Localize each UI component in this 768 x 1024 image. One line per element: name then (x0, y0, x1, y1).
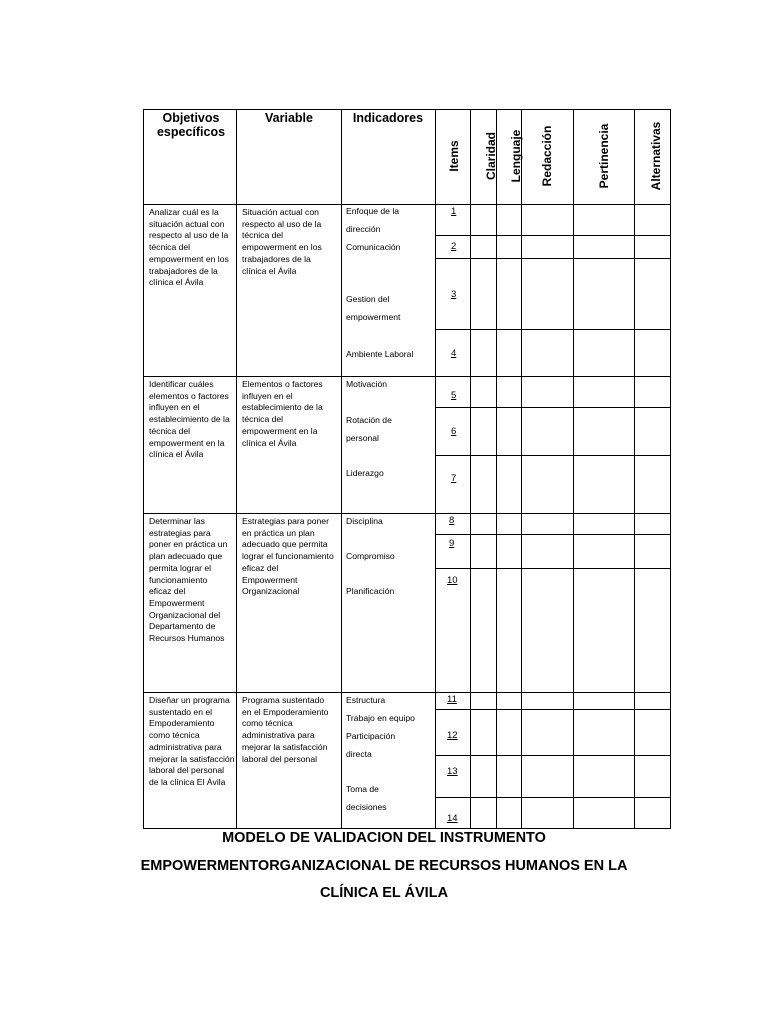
header-objetivos: Objetivos específicos (156, 111, 226, 139)
header-pertinencia: Pertinencia (597, 123, 611, 189)
indicador-text: Motivación (346, 379, 388, 389)
item-number: 8 (449, 515, 455, 526)
item-number: 3 (451, 289, 457, 300)
caption-line-3: CLÍNICA EL ÁVILA (319, 885, 449, 901)
col-divider (573, 109, 574, 829)
col-divider (634, 109, 635, 829)
item-number: 11 (447, 694, 457, 705)
indicador-text: Trabajo en equipo (346, 713, 415, 723)
indicador-text: Participación directa (346, 731, 396, 759)
col-divider (341, 109, 342, 829)
item-number: 4 (451, 348, 457, 359)
objetivo-cell: Diseñar un programa sustentado en el Empoderamiento como técnica administrativa para mejorar la satisfacción laboral del personal de la clínica El Ávila (149, 695, 235, 787)
item-number: 7 (451, 473, 457, 484)
item-number: 14 (447, 813, 458, 824)
header-indicadores: Indicadores (352, 111, 424, 125)
item-row-divider (435, 235, 671, 236)
variable-cell: Programa sustentado en el Empoderamiento como técnica administrativa para mejorar la satisfacción laboral del personal (242, 695, 329, 764)
col-divider (496, 109, 497, 829)
objetivo-cell: Analizar cuál es la situación actual con respecto al uso de la técnica del empowerment en los trabajadores de la clínica el Ávila (149, 207, 229, 288)
header-variable: Variable (265, 111, 313, 125)
item-number: 2 (451, 241, 457, 252)
table-border-left (143, 109, 144, 829)
item-number: 1 (451, 206, 457, 217)
variable-cell: Estrategias para poner en práctica un plan adecuado que permita lograr el funcionamiento eficaz del Empowerment Organizacional (242, 516, 334, 597)
item-number: 6 (451, 426, 457, 437)
caption-line-2: EMPOWERMENTORGANIZACIONAL DE RECURSOS HUMANOS EN LA (140, 858, 628, 874)
indicador-text: Planificación (346, 586, 395, 596)
objetivo-cell: Identificar cuáles elementos o factores influyen en el establecimiento de la técnica del empowerment en la clínica el Ávila (149, 379, 230, 460)
col-divider (435, 109, 436, 829)
table-border-bottom (143, 828, 671, 829)
header-alternativas: Alternativas (649, 121, 663, 191)
header-claridad: Claridad (484, 131, 498, 181)
table-border-top (143, 109, 671, 110)
item-row-divider (435, 568, 671, 569)
item-row-divider (435, 797, 671, 798)
indicador-text: Estructura (346, 695, 386, 705)
header-items: Items (447, 140, 461, 172)
col-divider (521, 109, 522, 829)
indicador-text: Toma de decisiones (346, 784, 387, 812)
item-number: 5 (451, 390, 457, 401)
col-divider (236, 109, 237, 829)
table-border-right (670, 109, 671, 829)
indicador-text: Disciplina (346, 516, 383, 526)
item-number: 12 (447, 730, 458, 741)
variable-cell: Elementos o factores influyen en el establecimiento de la técnica del empowerment en la clínica el Ávila (242, 379, 323, 448)
item-row-divider (435, 709, 671, 710)
item-row-divider (435, 407, 671, 408)
item-number: 13 (447, 766, 458, 777)
col-divider (470, 109, 471, 829)
variable-cell: Situación actual con respecto al uso de la técnica del empowerment en los trabajadores de la clínica el Ávila (242, 207, 322, 276)
indicador-text: Comunicación (346, 242, 401, 252)
indicador-text: Rotación de personal (346, 415, 392, 443)
item-row-divider (435, 329, 671, 330)
item-row-divider (435, 455, 671, 456)
item-number: 9 (449, 538, 455, 549)
indicador-text: Compromiso (346, 551, 395, 561)
item-number: 10 (447, 575, 458, 586)
indicador-text: Liderazgo (346, 468, 384, 478)
item-row-divider (435, 258, 671, 259)
indicador-text: Enfoque de la dirección (346, 206, 400, 234)
item-row-divider (435, 755, 671, 756)
item-row-divider (435, 534, 671, 535)
caption-line-1: MODELO DE VALIDACION DEL INSTRUMENTO (222, 830, 546, 846)
indicador-text: Gestion del empowerment (346, 294, 401, 322)
objetivo-cell: Determinar las estrategias para poner en práctica un plan adecuado que permita lograr el funcionamiento eficaz del Empowerment Organizacional del Departamento de Recursos Humanos (149, 516, 228, 644)
indicador-text: Ambiente Laboral (346, 349, 414, 359)
validation-table (143, 109, 671, 829)
header-lenguaje: Lenguaje (509, 129, 523, 183)
header-redaccion: Redacción (540, 125, 554, 187)
